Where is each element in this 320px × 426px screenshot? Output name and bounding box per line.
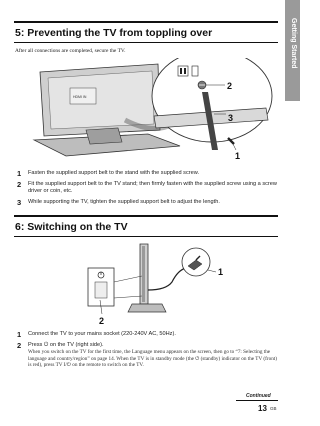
- page-number: 13: [258, 404, 267, 413]
- continued-label: Continued: [246, 393, 271, 399]
- section5-bottom-rule: [14, 42, 278, 43]
- section6-step-1: [15, 331, 280, 338]
- callout-2: 2: [227, 81, 233, 91]
- section6-bottom-rule: [14, 236, 278, 237]
- step-number: 3: [17, 198, 22, 207]
- step-note: When you switch on the TV for the first time, the Language menu appears on the screen, then go to “7: Selecting the language and country/region” on page 14. When the TV is in standby mode (the ⏻ (standby) indicator on the TV (front) is red), press TV I/⏻ on the remote to switch on the TV.: [28, 349, 277, 369]
- step-number: 1: [17, 169, 22, 178]
- callout-1: 1: [235, 151, 241, 161]
- step-text: Connect the TV to your mains socket (220-240V AC, 50Hz).: [28, 331, 176, 337]
- step-number: 2: [17, 341, 22, 350]
- support-belt-illustration: [30, 58, 278, 162]
- callout-2: 2: [99, 316, 105, 326]
- step-number: 2: [17, 180, 22, 189]
- section5-step-3: [15, 199, 280, 206]
- section6-title: 6: Switching on the TV: [15, 221, 128, 233]
- section6-step-2: [15, 342, 280, 369]
- section5-top-rule: [14, 21, 278, 23]
- section6-top-rule: [14, 215, 278, 217]
- connector-label: HDMI IN: [73, 95, 87, 99]
- step-text: While supporting the TV, tighten the supplied support belt to adjust the length.: [28, 199, 220, 205]
- step-text: Fasten the supplied support belt to the stand with the supplied screw.: [28, 170, 200, 176]
- section5-step-1: [15, 170, 280, 177]
- step-text: Fit the supplied support belt to the TV stand; then firmly fasten with the supplied screw using a screw driver or coin, etc.: [28, 181, 277, 195]
- continued-rule: [236, 400, 278, 401]
- section5-title: 5: Preventing the TV from toppling over: [15, 27, 213, 39]
- callout-1: 1: [218, 267, 224, 277]
- section5-step-2: [15, 181, 280, 195]
- step-text: Press ⏻ on the TV (right side).: [28, 342, 104, 348]
- callout-3: 3: [228, 113, 234, 123]
- step-number: 1: [17, 330, 22, 339]
- side-tab-label: Getting Started: [290, 18, 297, 69]
- section5-intro: After all connections are completed, secure the TV.: [15, 48, 126, 54]
- page-language: GB: [270, 406, 277, 411]
- power-illustration: [70, 242, 230, 328]
